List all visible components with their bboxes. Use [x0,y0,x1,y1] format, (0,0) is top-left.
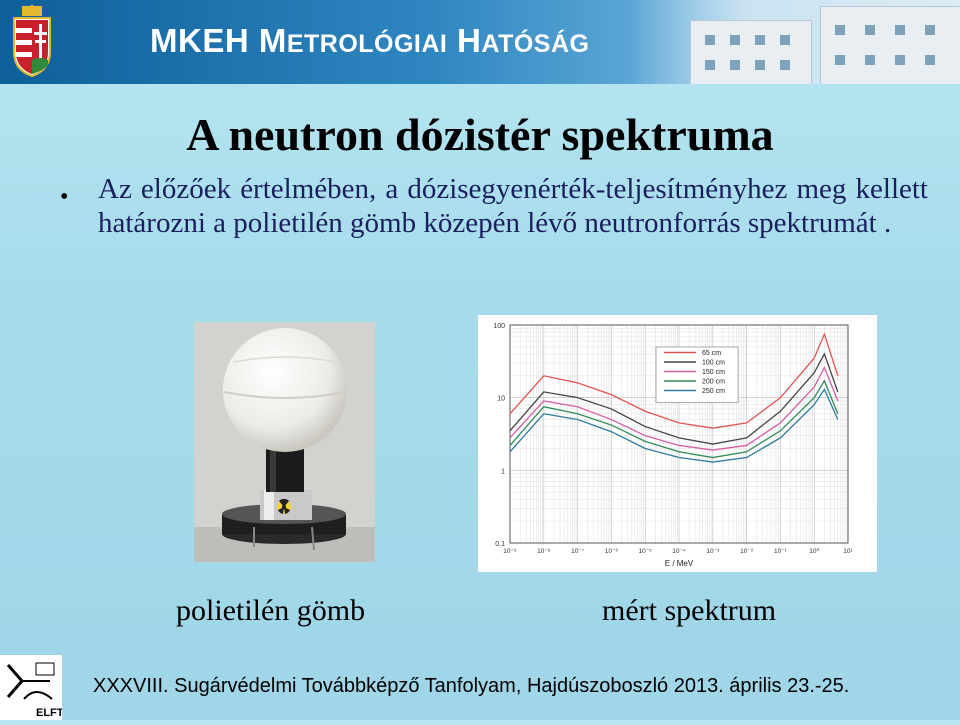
x-tick-label: 10⁻⁶ [604,548,619,555]
building-image [630,0,960,84]
bullet-marker: • [60,184,69,210]
y-tick-label: 100 [493,323,505,330]
elft-logo [0,655,62,720]
legend-label: 200 cm [702,378,725,386]
y-tick-label: 1 [501,468,505,476]
legend-label: 100 cm [702,359,725,367]
x-tick-label: 10⁻³ [706,548,720,555]
footer-conference-text: XXXVIII. Sugárvédelmi Továbbképző Tanfolyam, Hajdúszoboszló 2013. április 23.-25. [93,675,850,697]
x-tick-label: 10⁻¹ [773,548,787,555]
legend-label: 65 cm [702,350,722,357]
x-tick-label: 10⁰ [809,548,820,555]
header-banner [0,0,960,84]
x-axis-label: E / MeV [664,559,694,568]
bullet-text: Az előzőek értelmében, a dózisegyenérték-teljesítményhez meg kellett határozni a polietilén gömb közepén lévő neutronforrás spektrumát . [98,173,928,239]
x-tick-label: 10⁻⁹ [503,548,517,555]
caption-sphere: polietilén gömb [176,594,366,627]
legend-box [656,347,738,403]
caption-spectrum: mért spektrum [602,594,777,627]
x-tick-label: 10⁻⁸ [537,548,551,555]
legend-label: 150 cm [702,369,725,376]
logo-text: ELFT [36,707,62,719]
slide-title: A neutron dózistér spektruma [186,109,774,160]
x-tick-label: 10⁻⁵ [638,548,652,555]
spectrum-chart [478,315,877,572]
brand-name: MKEH METROLÓGIAI HATÓSÁG [150,22,590,59]
y-tick-label: 10 [497,395,505,403]
coat-of-arms-icon [8,4,56,80]
x-tick-label: 10⁻² [740,548,754,555]
x-tick-label: 10⁻⁴ [672,548,686,555]
x-tick-label: 10¹ [843,548,853,555]
y-tick-label: 0.1 [495,541,505,548]
legend-label: 250 cm [702,388,725,395]
polyethylene-sphere-photo [194,322,375,562]
x-tick-label: 10⁻⁷ [571,548,585,555]
